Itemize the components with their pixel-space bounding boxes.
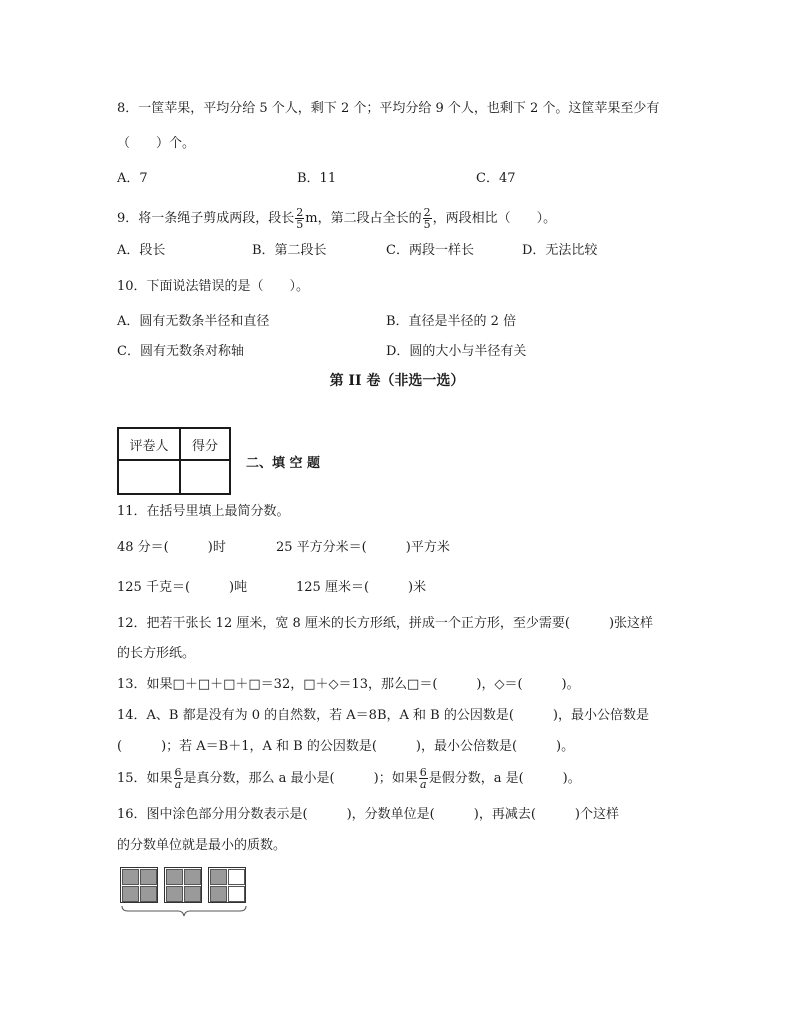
q11-item-b: 25 平方分米＝( )平方米 [276, 540, 450, 555]
q12-stem-line1: 12．把若干张长 12 厘米，宽 8 厘米的长方形纸，拼成一个正方形，至少需要( )张这样 [117, 616, 654, 631]
square-cell [228, 869, 245, 885]
square-cell [140, 886, 157, 902]
q9-option-c: C．两段一样长 [386, 243, 474, 258]
square-cell [210, 869, 227, 885]
q12-stem-line2: 的长方形纸。 [117, 646, 196, 661]
square-cell [166, 869, 183, 885]
fraction-square-3 [208, 867, 246, 903]
q9-fraction-length: $\frac{2}{5}$ [296, 206, 304, 231]
fraction-square-2 [164, 867, 202, 903]
section-title: 第 II 卷（非选一选） [329, 373, 465, 389]
q11-stem: 11．在括号里填上最简分数。 [117, 504, 290, 519]
q15-stem-pre: 15．如果 [117, 771, 173, 786]
square-cell [210, 886, 227, 902]
square-cell [122, 886, 139, 902]
q16-stem-line1: 16．图中涂色部分用分数表示是( )，分数单位是( )，再减去( )个这样 [117, 807, 619, 822]
square-cell [184, 886, 201, 902]
q9-option-b: B．第二段长 [252, 243, 327, 258]
q11-item-d: 125 厘米＝( )米 [296, 580, 427, 595]
q8-option-c: C．47 [476, 171, 516, 186]
q14-stem-line1: 14．A、B 都是没有为 0 的自然数，若 A＝8B，A 和 B 的公因数是( )，最小公倍数是 [117, 708, 649, 723]
q9-option-d: D．无法比较 [522, 243, 598, 258]
q9-stem-mid: ，第二段占全长的 [317, 211, 422, 226]
score-table-cell-score [180, 460, 230, 494]
q8-stem-line1: 8．一筐苹果，平均分给 5 个人，剩下 2 个；平均分给 9 个人，也剩下 2 个。这筐苹果至少有 [117, 101, 660, 116]
score-table-header-grader: 评卷人 [118, 428, 180, 460]
square-cell [184, 869, 201, 885]
q16-figure [120, 867, 248, 917]
q15-stem-mid: 是真分数，那么 a 最小是( )；如果 [183, 771, 418, 786]
square-cell [122, 869, 139, 885]
square-cell [166, 886, 183, 902]
q10-option-c: C．圆有无数条对称轴 [117, 344, 244, 359]
q8-option-a: A．7 [117, 171, 148, 186]
q9-stem [117, 206, 556, 232]
square-cell [140, 869, 157, 885]
q11-item-a: 48 分＝( )时 [117, 540, 226, 555]
q14-stem-line2: ( )；若 A＝B＋1，A 和 B 的公因数是( )，最小公倍数是( )。 [117, 739, 575, 754]
q8-option-b: B．11 [297, 171, 337, 186]
q13-stem: 13．如果□＋□＋□＋□＝32，□＋◇＝13，那么□＝( )，◇＝( )。 [117, 677, 580, 692]
q9-stem-pre: 9．将一条绳子剪成两段，段长 [117, 211, 295, 226]
brace-icon [120, 905, 248, 917]
q9-unit: m [305, 211, 318, 226]
q10-option-d: D．圆的大小与半径有关 [386, 344, 527, 359]
q11-item-c: 125 千克＝( )吨 [117, 580, 248, 595]
q10-option-a: A．圆有无数条半径和直径 [117, 314, 270, 329]
q15-stem [117, 766, 581, 792]
square-cell [228, 886, 245, 902]
q15-stem-mid2: 是假分数，a 是( )。 [428, 771, 581, 786]
q8-stem-line2: （ ）个。 [117, 136, 196, 151]
q15-fraction-1: $\frac{6}{a}$ [174, 766, 182, 791]
q16-stem-line2: 的分数单位就是最小的质数。 [117, 838, 287, 853]
q9-stem-post: ，两段相比（ ）。 [432, 211, 557, 226]
q10-stem: 10．下面说法错误的是（ ）。 [117, 279, 310, 294]
score-table-cell-grader [118, 460, 180, 494]
q9-fraction-share: $\frac{2}{5}$ [423, 206, 431, 231]
score-table-header-score: 得分 [180, 428, 230, 460]
q9-option-a: A．段长 [117, 243, 166, 258]
q15-fraction-2: $\frac{6}{a}$ [419, 766, 427, 791]
part-title: 二、填 空 题 [246, 456, 321, 471]
fraction-square-1 [120, 867, 158, 903]
q10-option-b: B．直径是半径的 2 倍 [386, 314, 517, 329]
score-table [117, 427, 231, 495]
